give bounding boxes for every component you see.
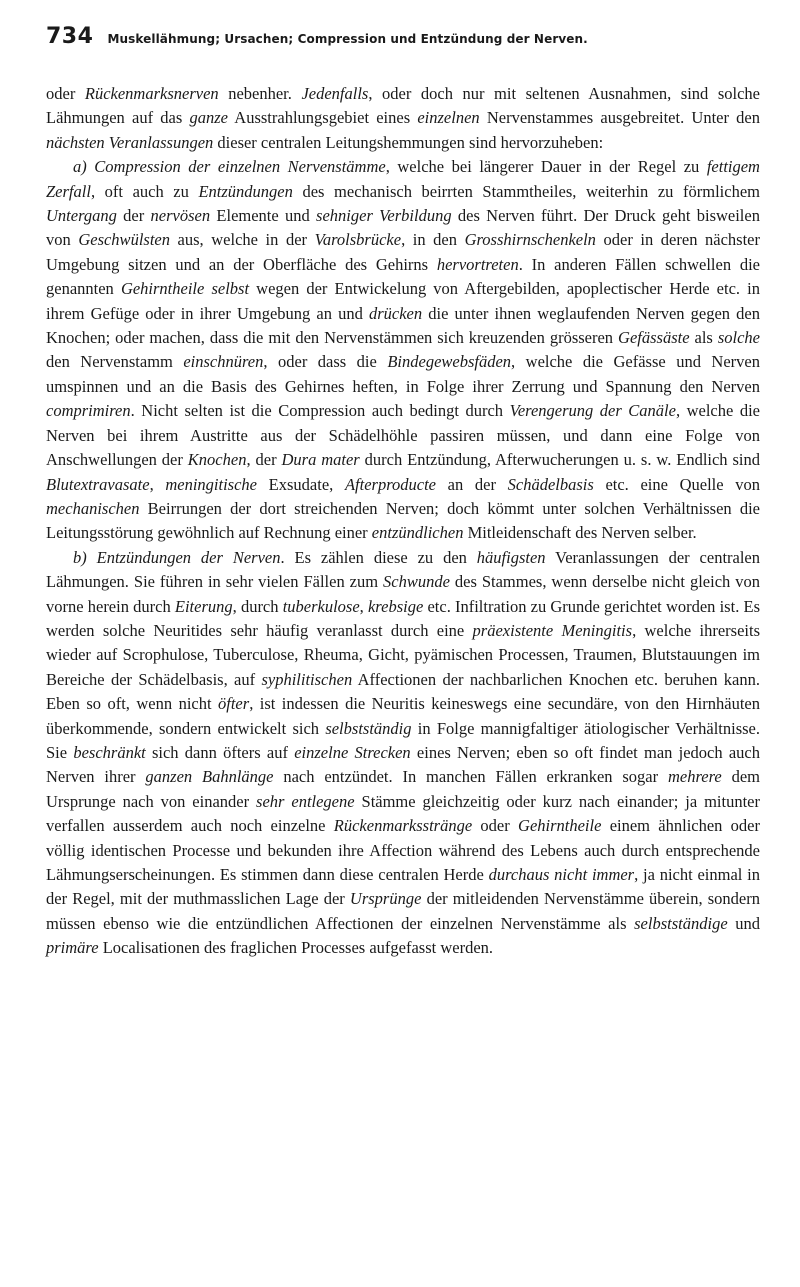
- emphasized-text: nächsten Veranlassungen: [46, 132, 214, 152]
- text-run: , der: [246, 450, 282, 470]
- text-run: nach entzündet. In manchen Fällen erkranken sogar: [273, 767, 668, 787]
- text-run: an der: [436, 474, 508, 494]
- text-run: einem ähnlichen oder völlig identischen Processe und bekunden ihre Affection während des Lebens auch durch entsprechende Lähmungserscheinungen. Es stimmen dann diese centralen Herde: [46, 816, 761, 884]
- text-run: , welche bei längerer Dauer in der Regel zu: [385, 157, 707, 177]
- text-run: . Es zählen diese zu den: [280, 547, 477, 567]
- text-run: als: [689, 328, 718, 348]
- text-run: etc. Infiltration zu Grunde gerichtet worden ist. Es werden solche Neuritides sehr häufig veranlasst durch eine: [46, 596, 760, 640]
- emphasized-text: krebsige: [367, 596, 424, 616]
- text-run: , welche die Nerven bei ihrem Austritte aus der Schädelhöhle passiren müssen, und dann eine Folge von Anschwellungen der: [46, 401, 760, 470]
- text-run: die unter ihnen weglaufenden Nerven gegen den Knochen; oder machen, dass die mit den Nervenstämmen sich kreuzenden grösseren: [46, 303, 760, 348]
- emphasized-text: Rückenmarksnerven: [84, 84, 219, 103]
- text-run: , oder dass die: [263, 352, 388, 372]
- text-run: durch Entzündung, Afterwucherungen u. s. w. Endlich sind: [359, 450, 760, 470]
- emphasized-text: Rückenmarksstränge: [333, 816, 473, 836]
- emphasized-text: sehr entlegene: [256, 791, 355, 811]
- emphasized-text: solche: [717, 328, 760, 348]
- text-run: wegen der Entwickelung von Aftergebilden, apoplectischer Herde etc. in ihrem Gefüge oder in ihrer Umgebung an und: [46, 279, 760, 323]
- emphasized-text: Gehirntheile selbst: [120, 279, 250, 299]
- text-run: . In anderen Fällen schwellen die genannten: [46, 254, 761, 299]
- body-text: [46, 82, 760, 961]
- emphasized-text: Ursprünge: [349, 889, 422, 909]
- text-run: , durch: [232, 596, 283, 616]
- emphasized-text: einzelne Strecken: [294, 742, 411, 762]
- emphasized-text: Jedenfalls: [301, 84, 369, 103]
- emphasized-text: hervortreten: [436, 254, 519, 274]
- emphasized-text: durchaus nicht immer: [488, 865, 635, 884]
- text-run: der mitleidenden Nervenstämme überein, sondern müssen ebenso wie die entzündlichen Affectionen der einzelnen Nervenstämme als: [46, 889, 760, 933]
- emphasized-text: nervösen: [150, 206, 211, 226]
- text-run: aus, welche in der: [169, 230, 315, 250]
- text-run: ,: [149, 474, 166, 494]
- emphasized-text: primäre: [46, 938, 99, 958]
- text-run: in Folge mannigfaltiger ätiologischer Verhältnisse. Sie: [46, 718, 760, 762]
- emphasized-text: Blutextravasate: [46, 474, 150, 494]
- emphasized-text: einschnüren: [183, 352, 264, 372]
- emphasized-text: selbstständig: [325, 718, 412, 738]
- paragraph: [46, 82, 760, 155]
- emphasized-text: b) Entzündungen der Nerven: [73, 547, 281, 567]
- paragraph: [46, 546, 760, 961]
- emphasized-text: Gehirntheile: [518, 816, 602, 836]
- text-run: des Stammes, wenn derselbe nicht gleich von vorne herein durch: [46, 572, 760, 616]
- text-run: , welche die Gefässe und Nerven umspinnen und an die Basis des Gehirnes heften, in Folge ihrer Zerrung und Spannung den Nerven: [46, 352, 760, 396]
- emphasized-text: mehrere: [667, 767, 722, 787]
- emphasized-text: entzündlichen: [371, 523, 464, 543]
- emphasized-text: selbstständige: [634, 913, 728, 933]
- emphasized-text: ganzen Bahnlänge: [145, 767, 274, 787]
- emphasized-text: Schwunde: [383, 572, 450, 592]
- text-run: dem Ursprunge nach von einander: [46, 767, 760, 811]
- text-run: etc. eine Quelle von: [593, 474, 761, 494]
- text-run: Elemente und: [210, 206, 317, 226]
- emphasized-text: Bindegewebsfäden: [387, 352, 512, 372]
- emphasized-text: Verengerung der Canäle: [509, 401, 676, 421]
- emphasized-text: Varolsbrücke: [314, 230, 402, 250]
- emphasized-text: präexistente Meningitis: [472, 620, 633, 640]
- text-run: Beirrungen der dort streichenden Nerven; doch kömmt unter solchen Verhältnissen die Leitungsstörung gewöhnlich auf Rechnung einer: [46, 498, 760, 543]
- text-run: der: [116, 206, 151, 226]
- emphasized-text: fettigem Zerfall: [46, 157, 760, 201]
- text-run: oder in deren nächster Umgebung sitzen und an der Oberfläche des Gehirns: [46, 230, 760, 274]
- text-run: eines Nerven; eben so oft findet man jedoch auch Nerven ihrer: [46, 742, 761, 787]
- emphasized-text: öfter: [218, 694, 250, 714]
- emphasized-text: syphilitischen: [261, 669, 353, 689]
- text-run: ,: [359, 596, 368, 616]
- emphasized-text: Knochen: [187, 450, 247, 470]
- emphasized-text: Schädelbasis: [507, 474, 594, 494]
- text-run: Mitleidenschaft des Nerven selber.: [463, 523, 697, 543]
- text-run: den Nervenstamm: [46, 352, 184, 372]
- text-run: Veranlassungen der centralen Lähmungen. Sie führen in sehr vielen Fällen zum: [46, 547, 760, 592]
- emphasized-text: Entzündungen: [198, 181, 293, 201]
- emphasized-text: Dura mater: [281, 450, 360, 470]
- emphasized-text: mechanischen: [46, 498, 140, 518]
- emphasized-text: drücken: [368, 303, 423, 323]
- text-run: Localisationen des fraglichen Processes aufgefasst werden.: [98, 938, 494, 958]
- text-run: Affectionen der nachbarlichen Knochen etc. beruhen kann. Eben so oft, wenn nicht: [46, 669, 760, 714]
- paragraph: [46, 155, 760, 546]
- emphasized-text: Untergang: [46, 206, 117, 226]
- text-run: Stämme gleichzeitig oder kurz nach einander; ja mitunter verfallen ausserdem auch noch einzelne: [46, 791, 760, 836]
- emphasized-text: a) Compression der einzelnen Nervenstämme: [73, 157, 386, 177]
- text-run: und: [727, 913, 761, 933]
- page-header: [46, 24, 760, 58]
- text-run: des Nerven führt. Der Druck geht bisweilen von: [46, 206, 760, 250]
- emphasized-text: ganze: [189, 108, 228, 128]
- emphasized-text: einzelnen: [417, 108, 480, 128]
- emphasized-text: häufigsten: [476, 547, 546, 567]
- text-run: oder: [46, 84, 85, 103]
- text-run: . Nicht selten ist die Compression auch bedingt durch: [130, 401, 510, 421]
- text-run: nebenher.: [218, 84, 302, 103]
- text-run: Ausstrahlungsgebiet eines: [228, 108, 418, 128]
- emphasized-text: comprimiren: [46, 401, 131, 421]
- text-run: des mechanisch beirrten Stammtheiles, weiterhin zu förmlichem: [292, 181, 760, 201]
- book-page: [46, 24, 760, 1267]
- text-run: , welche ihrerseits wieder auf Scrophulose, Tuberculose, Rheuma, Gicht, pyämischen Processen, Traumen, Blutstauungen im Bereiche der Schädelbasis, auf: [46, 620, 761, 689]
- text-run: , ist indessen die Neuritis keineswegs eine secundäre, von den Hirnhäuten überkommende, sondern entwickelt sich: [46, 694, 760, 738]
- emphasized-text: tuberkulose: [282, 596, 360, 616]
- emphasized-text: Eiterung: [174, 596, 233, 616]
- text-run: , oder doch nur mit seltenen Ausnahmen, sind solche Lähmungen auf das: [46, 84, 760, 128]
- page-number: 734: [46, 24, 94, 49]
- text-run: sich dann öfters auf: [145, 742, 295, 762]
- text-run: Nervenstammes ausgebreitet. Unter den: [479, 108, 761, 128]
- text-run: , ja nicht einmal in der Regel, mit der muthmasslichen Lage der: [46, 865, 760, 909]
- text-run: , oft auch zu: [90, 181, 199, 201]
- emphasized-text: Geschwülsten: [78, 230, 170, 250]
- text-run: oder: [472, 816, 519, 836]
- text-run: dieser centralen Leitungshemmungen sind hervorzuheben:: [213, 132, 604, 152]
- emphasized-text: Grosshirnschenkeln: [464, 230, 596, 250]
- text-run: , in den: [401, 230, 465, 250]
- emphasized-text: meningitische: [165, 474, 258, 494]
- text-run: Exsudate,: [257, 474, 345, 494]
- emphasized-text: Afterproducte: [344, 474, 436, 494]
- emphasized-text: beschränkt: [73, 742, 146, 762]
- emphasized-text: sehniger Verbildung: [316, 206, 452, 226]
- running-head: Muskellähmung; Ursachen; Compression und Entzündung der Nerven.: [107, 32, 588, 46]
- emphasized-text: Gefässäste: [618, 328, 690, 348]
